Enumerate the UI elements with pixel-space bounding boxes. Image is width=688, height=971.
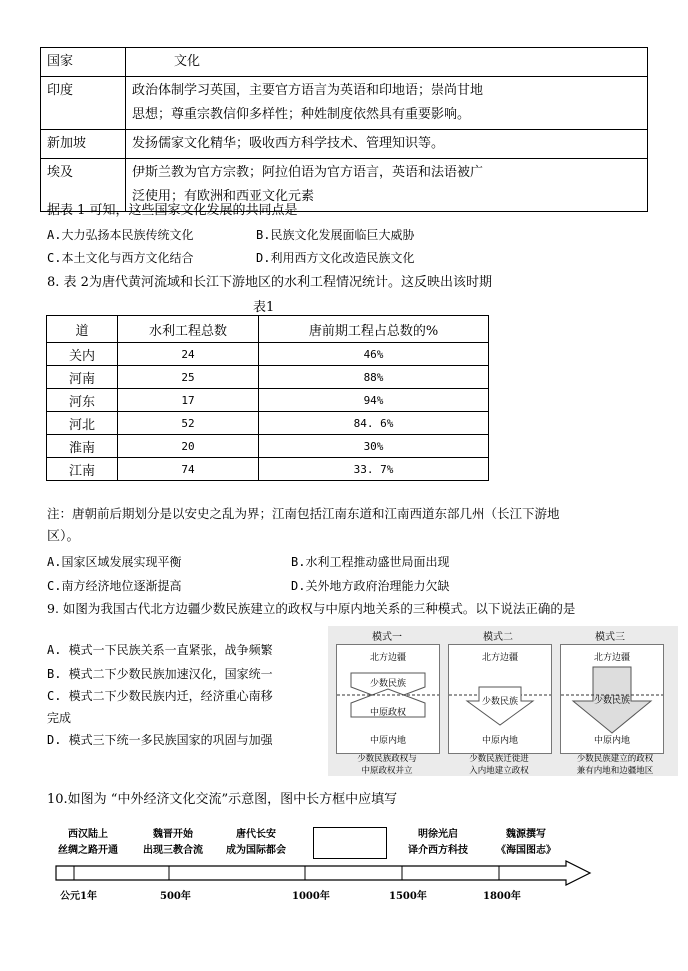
event-line: 魏源撰写 bbox=[506, 829, 546, 840]
q9-option-b[interactable]: B. 模式二下少数民族加速汉化，国家统一 bbox=[47, 667, 273, 681]
cell-percent: 33. 7% bbox=[259, 458, 489, 481]
event-line: 西汉陆上 bbox=[68, 829, 108, 840]
table-row bbox=[47, 389, 489, 412]
table-header-row bbox=[41, 48, 648, 77]
event-line: 丝绸之路开通 bbox=[58, 845, 118, 856]
cell-region: 河北 bbox=[47, 412, 118, 435]
row-culture bbox=[126, 77, 648, 130]
q9-stem: 9. 如图为我国古代北方边疆少数民族建立的政权与中原内地关系的三种模式。以下说法正确的是 bbox=[47, 601, 576, 616]
header-country: 国家 bbox=[41, 48, 126, 77]
cell-percent: 46% bbox=[259, 343, 489, 366]
event-line: 出现三教合流 bbox=[143, 845, 203, 856]
mode-panel bbox=[336, 644, 440, 754]
cell-percent: 94% bbox=[259, 389, 489, 412]
cell-region: 关内 bbox=[47, 343, 118, 366]
water-projects-table bbox=[46, 315, 489, 481]
mode-caption bbox=[332, 753, 442, 777]
event-line: 魏晋开始 bbox=[153, 829, 193, 840]
table-row bbox=[47, 343, 489, 366]
inland-label: 中原内地 bbox=[593, 736, 630, 746]
mode-panel bbox=[448, 644, 552, 754]
event-line: 译介西方科技 bbox=[408, 845, 468, 856]
cell-region: 河东 bbox=[47, 389, 118, 412]
inland-label: 中原内地 bbox=[481, 736, 518, 746]
year-label: 1000年 bbox=[292, 891, 330, 902]
culture-line: 政治体制学习英国，主要官方语言为英语和印地语；崇尚甘地 bbox=[132, 83, 484, 98]
header-culture: 文化 bbox=[126, 48, 648, 77]
event-line: 《海国图志》 bbox=[496, 845, 556, 856]
row-country: 埃及 bbox=[41, 159, 126, 212]
header-cell: 道 bbox=[47, 316, 118, 343]
culture-line: 泛使用；有欧洲和西亚文化元素 bbox=[132, 189, 315, 204]
cell-percent: 88% bbox=[259, 366, 489, 389]
q9-option-c[interactable]: C. 模式二下少数民族内迁，经济重心南移 bbox=[47, 689, 273, 703]
event-line: 成为国际都会 bbox=[226, 845, 286, 856]
q8-option-c[interactable]: C.南方经济地位逐渐提高 bbox=[47, 579, 182, 593]
frontier-label: 北方边疆 bbox=[481, 653, 518, 663]
minority-label: 少数民族 bbox=[593, 696, 630, 706]
culture-line: 思想；尊重宗教信仰多样性；种姓制度依然具有重要影响。 bbox=[132, 107, 471, 122]
event-line: 明徐光启 bbox=[418, 829, 458, 840]
header-cell: 水利工程总数 bbox=[118, 316, 259, 343]
row-culture bbox=[126, 130, 648, 159]
answer-blank-box[interactable] bbox=[313, 827, 387, 859]
cell-region: 河南 bbox=[47, 366, 118, 389]
q8-option-b[interactable]: B.水利工程推动盛世局面出现 bbox=[291, 555, 450, 569]
caption-line: 兼有内地和边疆地区 bbox=[576, 766, 654, 776]
table-title: 表1 bbox=[253, 300, 275, 315]
mode-caption bbox=[556, 753, 674, 777]
year-label: 1800年 bbox=[483, 891, 521, 902]
mode-title: 模式三 bbox=[595, 632, 625, 643]
timeline-event bbox=[226, 827, 286, 859]
cell-total: 25 bbox=[118, 366, 259, 389]
table-row bbox=[47, 435, 489, 458]
q7-option-c[interactable]: C.本土文化与西方文化结合 bbox=[47, 251, 194, 265]
table-header-row bbox=[47, 316, 489, 343]
mode-caption bbox=[444, 753, 554, 777]
caption-line: 少数民族迁徙进 bbox=[469, 754, 529, 764]
relations-diagram bbox=[328, 626, 678, 776]
cell-region: 淮南 bbox=[47, 435, 118, 458]
cell-percent: 30% bbox=[259, 435, 489, 458]
q9-option-d[interactable]: D. 模式三下统一多民族国家的巩固与加强 bbox=[47, 733, 273, 747]
table-note: 注：唐朝前后期划分是以安史之乱为界；江南包括江南东道和江南西道东部几州（长江下游地 bbox=[47, 506, 560, 521]
table-row bbox=[41, 77, 648, 130]
table-row bbox=[47, 412, 489, 435]
timeline-event bbox=[408, 827, 468, 859]
year-label: 500年 bbox=[160, 891, 191, 902]
table-row bbox=[41, 130, 648, 159]
mode-title: 模式一 bbox=[372, 632, 402, 643]
row-country: 新加坡 bbox=[41, 130, 126, 159]
cell-region: 江南 bbox=[47, 458, 118, 481]
timeline-event bbox=[143, 827, 203, 859]
frontier-label: 北方边疆 bbox=[593, 653, 630, 663]
culture-line: 伊斯兰教为官方宗教；阿拉伯语为官方语言，英语和法语被广 bbox=[132, 165, 484, 180]
timeline-arrow bbox=[54, 860, 594, 888]
cell-total: 20 bbox=[118, 435, 259, 458]
q8-option-a[interactable]: A.国家区域发展实现平衡 bbox=[47, 555, 182, 569]
q7-option-b[interactable]: B.民族文化发展面临巨大威胁 bbox=[256, 228, 415, 242]
inland-label: 中原内地 bbox=[369, 736, 406, 746]
minority-label: 少数民族 bbox=[369, 679, 406, 689]
cell-total: 17 bbox=[118, 389, 259, 412]
cell-total: 24 bbox=[118, 343, 259, 366]
table-row bbox=[47, 366, 489, 389]
year-label: 1500年 bbox=[389, 891, 427, 902]
timeline-event bbox=[58, 827, 118, 859]
q7-option-a[interactable]: A.大力弘扬本民族传统文化 bbox=[47, 228, 194, 242]
culture-table bbox=[40, 47, 648, 212]
event-line: 唐代长安 bbox=[236, 829, 276, 840]
table-note-cont: 区）。 bbox=[47, 529, 80, 544]
mode-panel bbox=[560, 644, 664, 754]
header-cell: 唐前期工程占总数的% bbox=[259, 316, 489, 343]
culture-line: 发扬儒家文化精华；吸收西方科学技术、管理知识等。 bbox=[132, 136, 445, 151]
caption-line: 入内地建立政权 bbox=[469, 766, 529, 776]
q10-stem: 10.如图为 “中外经济文化交流”示意图，图中长方框中应填写 bbox=[47, 792, 398, 807]
row-country: 印度 bbox=[41, 77, 126, 130]
caption-line: 少数民族建立的政权 bbox=[576, 754, 654, 764]
mode-title: 模式二 bbox=[483, 632, 513, 643]
central-label: 中原政权 bbox=[369, 708, 406, 718]
q8-option-d[interactable]: D.关外地方政府治理能力欠缺 bbox=[291, 579, 450, 593]
cell-total: 74 bbox=[118, 458, 259, 481]
year-label: 公元1年 bbox=[60, 891, 97, 902]
caption-line: 中原政权并立 bbox=[361, 766, 413, 776]
minority-label: 少数民族 bbox=[481, 697, 518, 707]
frontier-label: 北方边疆 bbox=[369, 653, 406, 663]
q9-option-c-cont: 完成 bbox=[47, 711, 72, 725]
cell-total: 52 bbox=[118, 412, 259, 435]
q9-option-a[interactable]: A. 模式一下民族关系一直紧张，战争频繁 bbox=[47, 643, 273, 657]
q7-option-d[interactable]: D.利用西方文化改造民族文化 bbox=[256, 251, 415, 265]
q8-stem: 8. 表 2为唐代黄河流域和长江下游地区的水利工程情况统计。这反映出该时期 bbox=[47, 275, 492, 290]
caption-line: 少数民族政权与 bbox=[357, 754, 417, 764]
cell-percent: 84. 6% bbox=[259, 412, 489, 435]
timeline-event bbox=[496, 827, 556, 859]
table-row bbox=[47, 458, 489, 481]
q7-stem: 据表 1 可知，这些国家文化发展的共同点是 bbox=[47, 203, 298, 218]
